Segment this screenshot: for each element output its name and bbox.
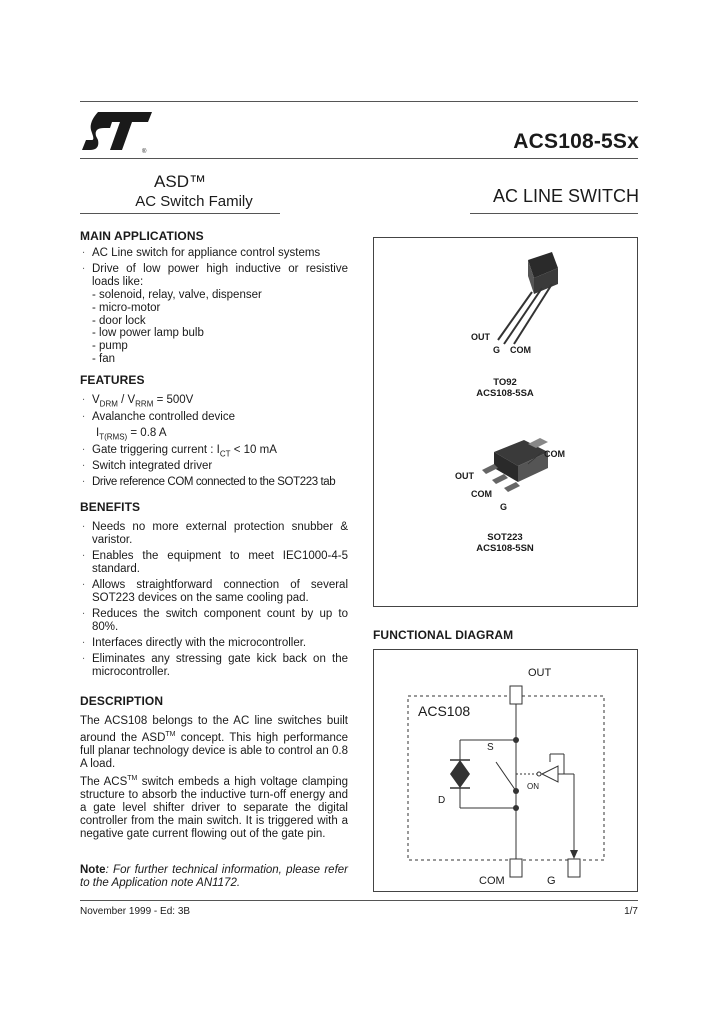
benefit-item: . Allows straightforward connection of several SOT223 devices on the same cooling pad. [82,576,348,604]
benefits-heading: BENEFITS [80,500,141,514]
top-rule [80,101,638,102]
feature-gate-current: . Gate triggering current : $I_{CT} < 10$ mA [82,441,277,459]
benefit-item: . Reduces the switch component count by up to 80%. [82,605,348,633]
footer-date: November 1999 - Ed: 3B [80,906,191,917]
benefit-item: . Interfaces directly with the microcontroller. [82,634,307,649]
app-item: - door lock [92,315,146,327]
fd-on-label: ON [527,782,539,791]
app-item: - fan [92,353,116,365]
main-applications-heading: MAIN APPLICATIONS [80,229,204,243]
to92-name: TO92 [493,377,517,388]
sot223-part: ACS108-5SN [476,543,534,554]
svg-text:®: ® [142,149,147,154]
sot223-pin-out: OUT [455,471,474,481]
functional-diagram-schematic [374,650,637,891]
benefit-item: . Enables the equipment to meet IEC1000-4-5 standard. [82,547,348,575]
sot223-com-leader [526,448,546,468]
family-rule [80,213,280,214]
fd-out-label: OUT [528,667,552,679]
feature-current: $I_{T(RMS)} = 0.8$ A [96,427,167,442]
app-item: - pump [92,340,128,352]
fd-device-label: ACS108 [418,703,471,719]
to92-part: ACS108-5SA [476,388,534,399]
st-logo [82,110,154,154]
footer-page: 1/7 [624,906,638,917]
part-number: ACS108-5Sx [513,130,639,153]
feature-drive-reference: . Drive reference COM connected to the SOT223 tab [82,473,336,488]
to92-pin-g: G [493,345,501,355]
feature-voltage: . $V_{DRM} / V_{RRM} = 500V$ [82,391,194,409]
footer-rule [80,900,638,901]
fd-d-label: D [438,795,446,806]
header-rule [80,158,638,159]
benefit-item: . Eliminates any stressing gate kick back on the microcontroller. [82,650,348,678]
fd-g-label: G [547,875,556,887]
family-subtitle: AC Switch Family [135,193,253,210]
to92-pin-out: OUT [471,332,490,342]
benefit-item: . Needs no more external protection snubber & varistor. [82,518,348,546]
sot223-pin-g: G [500,502,508,512]
app-item: - solenoid, relay, valve, dispenser [92,289,262,301]
sot223-name: SOT223 [487,532,523,543]
app-item: . AC Line switch for appliance control systems [82,244,321,259]
feature-driver: . Switch integrated driver [82,457,213,472]
product-rule [470,213,638,214]
app-item: - micro-motor [92,302,161,314]
to92-package-drawing [490,248,570,348]
fd-com-label: COM [479,875,505,887]
fd-s-label: S [487,742,494,753]
description-paragraph-2: The ACS™ switch embeds a high voltage clamping structure to absorb the inductive turn-off energy and a gate level shifter driver to separate the digital controller from the main switch. It is triggered with a negative gate current flowing out of the gate pin. [80,775,348,840]
brand-title: ASD™ [154,172,206,191]
product-type: AC LINE SWITCH [492,186,639,206]
sot223-pin-com: COM [471,489,492,499]
sot223-pin-com-tab: COM [544,449,565,459]
app-item: . Drive of low power high inductive or resistive loads like: [82,260,348,288]
app-item: - low power lamp bulb [92,327,204,339]
to92-pin-com: COM [510,345,531,355]
description-paragraph-1: The ACS108 belongs to the AC line switches built around the ASD™ concept. This high performance full planar technology device is able to control an 0.8 A load. [80,715,348,770]
functional-diagram-heading: FUNCTIONAL DIAGRAM [373,628,514,642]
features-heading: FEATURES [80,373,145,387]
description-heading: DESCRIPTION [80,694,164,708]
feature-avalanche: . Avalanche controlled device [82,408,235,423]
note: Note: For further technical information, please refer to the Application note AN1172. [80,864,348,889]
